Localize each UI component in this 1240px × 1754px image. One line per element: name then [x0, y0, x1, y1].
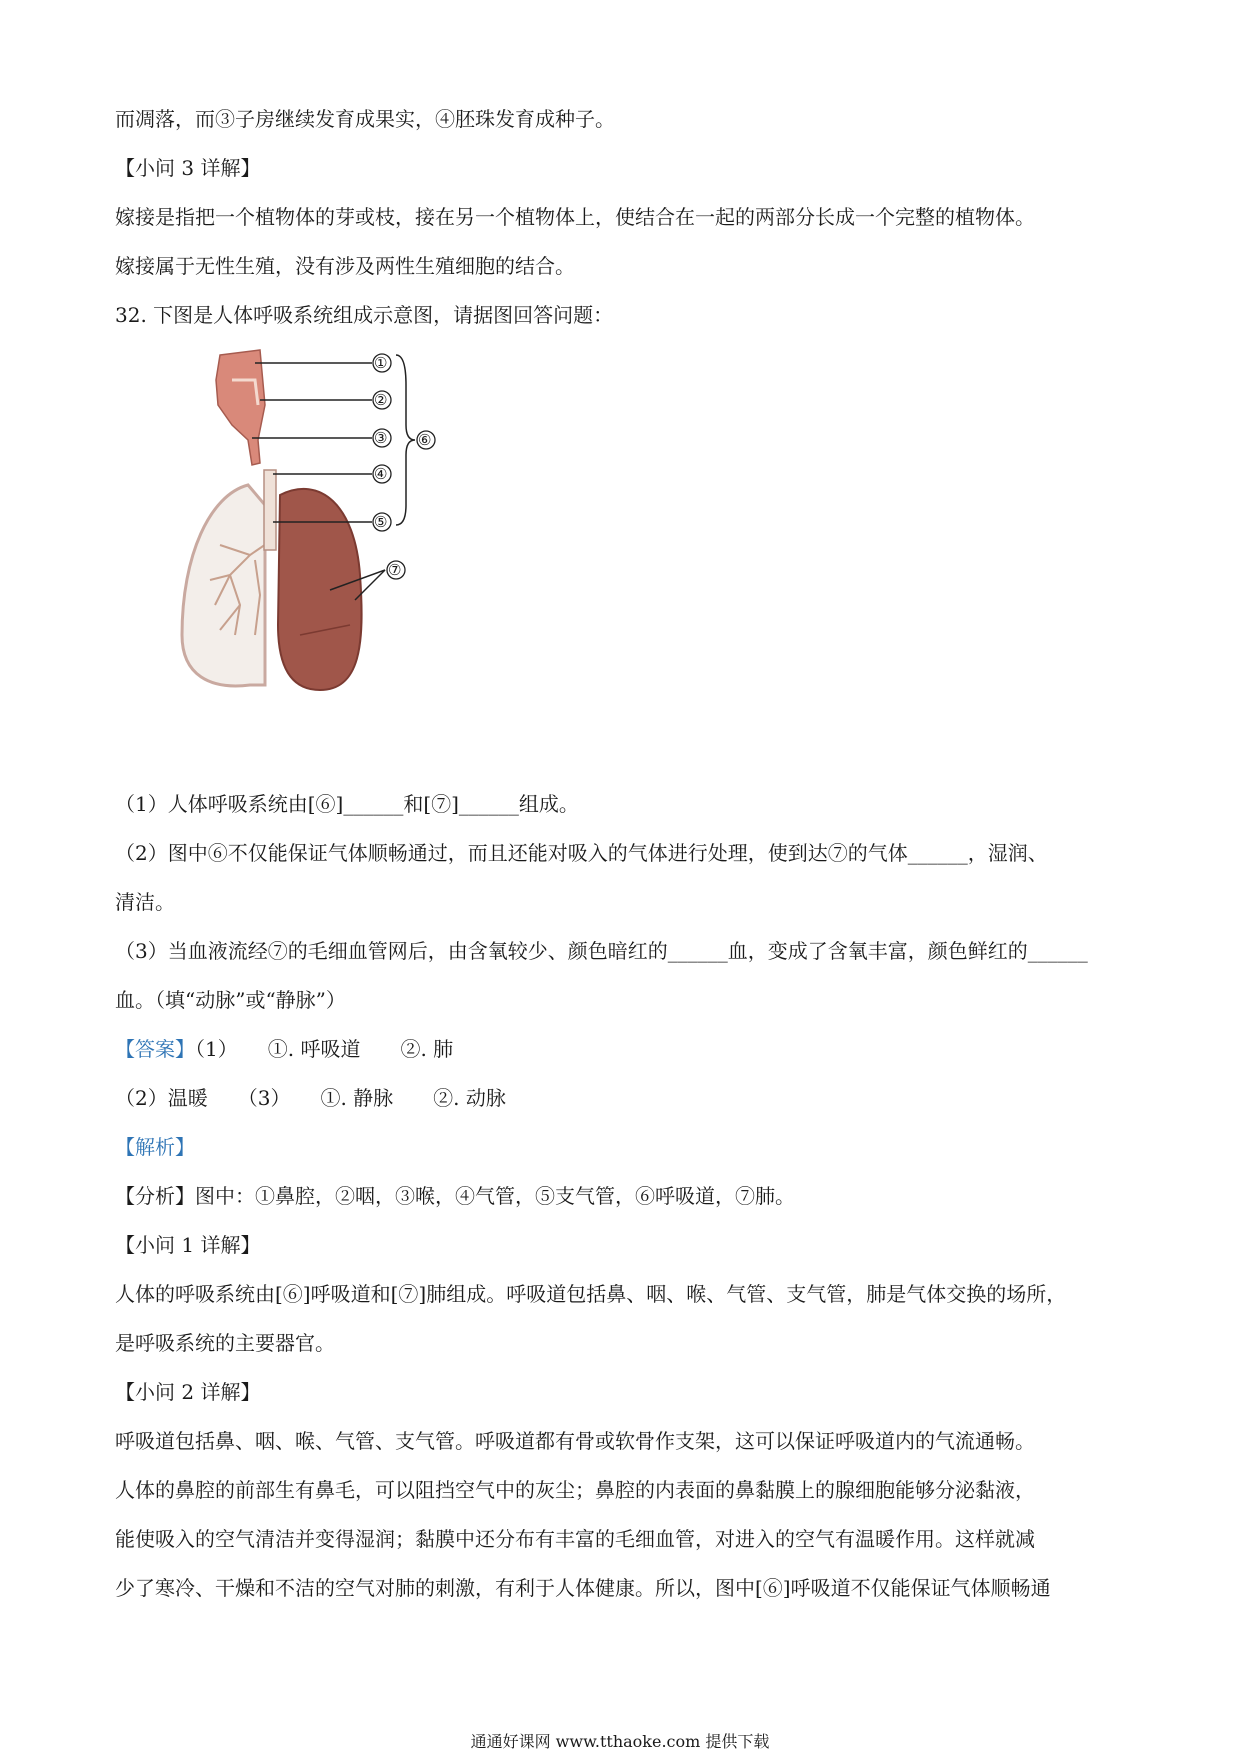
- label-1: ①: [374, 354, 388, 372]
- subquestion-2-text-d: 少了寒冷、干燥和不洁的空气对肺的刺激，有利于人体健康。所以，图中[⑥]呼吸道不仅能保证气体顺畅通: [115, 1576, 1051, 1600]
- question-1: （1）人体呼吸系统由[⑥]______和[⑦]______组成。: [115, 792, 579, 816]
- question-stem: 32. 下图是人体呼吸系统组成示意图，请据图回答问题：: [115, 303, 614, 327]
- trachea: [264, 470, 276, 550]
- right-lung: [278, 489, 362, 690]
- question-2-cont: 清洁。: [115, 890, 175, 914]
- subquestion-1-title: 【小问 1 详解】: [115, 1233, 261, 1257]
- page-footer: 通通好课网 www.tthaoke.com 提供下载: [470, 1732, 770, 1751]
- answer-line-2: （2）温暖 （3） ①. 静脉 ②. 动脉: [115, 1086, 506, 1110]
- left-lung: [182, 485, 265, 686]
- subquestion-2-title: 【小问 2 详解】: [115, 1380, 261, 1404]
- label-6: ⑥: [418, 431, 432, 449]
- section-heading: 【小问 3 详解】: [115, 156, 261, 180]
- paragraph: 嫁接属于无性生殖，没有涉及两性生殖细胞的结合。: [115, 254, 575, 278]
- paragraph: 嫁接是指把一个植物体的芽或枝，接在另一个植物体上，使结合在一起的两部分长成一个完整的植物体。: [115, 205, 1035, 229]
- answer-line-1: [115, 1036, 453, 1062]
- label-7: ⑦: [388, 561, 402, 579]
- question-3: （3）当血液流经⑦的毛细血管网后，由含氧较少、颜色暗红的______血，变成了含氧丰富，颜色鲜红的______: [115, 939, 1088, 963]
- analysis-summary: 【分析】图中：①鼻腔，②咽，③喉，④气管，⑤支气管，⑥呼吸道，⑦肺。: [115, 1184, 795, 1208]
- head-section: [216, 350, 265, 465]
- label-2: ②: [374, 391, 388, 409]
- subquestion-2-text-c: 能使吸入的空气清洁并变得湿润；黏膜中还分布有丰富的毛细血管，对进入的空气有温暖作用。这样就减: [115, 1527, 1035, 1551]
- question-2: （2）图中⑥不仅能保证气体顺畅通过，而且还能对吸入的气体进行处理，使到达⑦的气体______，湿润、: [115, 841, 1048, 865]
- subquestion-1-text: 人体的呼吸系统由[⑥]呼吸道和[⑦]肺组成。呼吸道包括鼻、咽、喉、气管、支气管，肺是气体交换的场所，: [115, 1282, 1067, 1306]
- label-3: ③: [374, 429, 388, 447]
- subquestion-2-text-b: 人体的鼻腔的前部生有鼻毛，可以阻挡空气中的灰尘；鼻腔的内表面的鼻黏膜上的腺细胞能够分泌黏液，: [115, 1478, 1035, 1502]
- subquestion-1-text-cont: 是呼吸系统的主要器官。: [115, 1331, 335, 1355]
- question-3-cont: 血。（填“动脉”或“静脉”）: [115, 988, 346, 1012]
- analysis-tag: 【解析】: [115, 1135, 195, 1159]
- subquestion-2-text-a: 呼吸道包括鼻、咽、喉、气管、支气管。呼吸道都有骨或软骨作支架，这可以保证呼吸道内的气流通畅。: [115, 1429, 1035, 1453]
- respiratory-system-diagram: [160, 345, 490, 705]
- answer-text-1: （1） ①. 呼吸道 ②. 肺: [195, 1037, 454, 1061]
- paragraph: 而凋落，而③子房继续发育成果实，④胚珠发育成种子。: [115, 107, 615, 131]
- label-4: ④: [374, 465, 388, 483]
- label-5: ⑤: [374, 513, 388, 531]
- answer-tag: 【答案】: [115, 1037, 195, 1061]
